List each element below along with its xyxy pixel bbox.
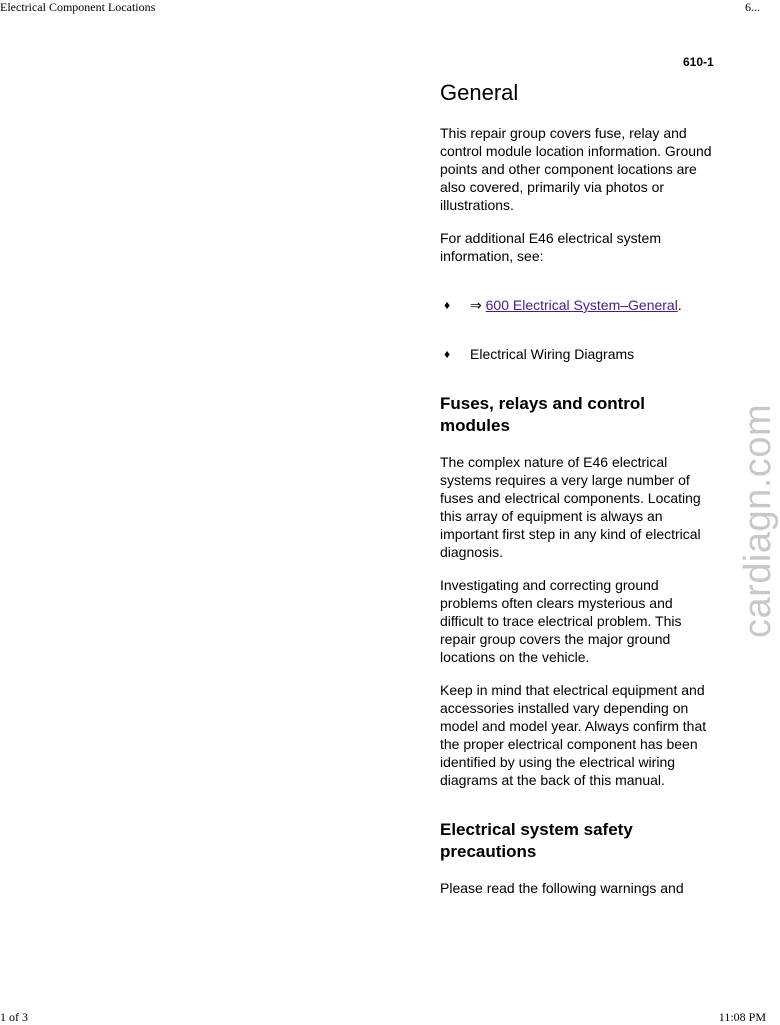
browser-header-title: Electrical Component Locations [0,0,156,14]
fuses-heading: Fuses, relays and control modules [440,394,646,435]
fuses-paragraph-1: The complex nature of E46 electrical systems requires a very large number of fuses and electrical components. Locating this array of equipment is always an important first step in any kind of electrical diagnosis. [440,454,701,560]
electrical-system-general-link[interactable]: 600 Electrical System–General [485,297,678,313]
safety-paragraph-1: Please read the following warnings and [440,880,684,896]
general-paragraph-1: This repair group covers fuse, relay and control module location information. Ground points and other component locations are also covered, primarily via photos or illustrations. [440,125,712,213]
general-paragraph-2: For additional E46 electrical system information, see: [440,230,661,264]
browser-header-page-ref: 6... [745,0,760,14]
link-suffix: . [677,297,682,313]
footer-page-count: 1 of 3 [0,1010,28,1024]
diamond-bullet-icon: ♦ [444,347,451,361]
general-heading: General [440,80,519,105]
footer-time: 11:08 PM [718,1010,766,1024]
list-item [440,296,712,314]
arrow-icon: ⇒ [470,297,482,313]
safety-heading: Electrical system safety precautions [440,820,633,861]
list-item [440,345,712,363]
fuses-paragraph-2: Investigating and correcting ground problems often clears mysterious and difficult to trace electrical problem. This repair group covers the major ground locations on the vehicle. [440,577,682,665]
page-number: 610-1 [683,55,714,69]
watermark: cardiagn.com [737,403,779,638]
content-column [440,78,712,912]
wiring-diagrams-item: Electrical Wiring Diagrams [470,346,635,362]
diamond-bullet-icon: ♦ [444,298,451,312]
fuses-paragraph-3: Keep in mind that electrical equipment and accessories installed vary depending on model and model year. Always confirm that the proper electrical component has been identified by using the electrical wiring diagrams at the back of this manual. [440,682,707,788]
